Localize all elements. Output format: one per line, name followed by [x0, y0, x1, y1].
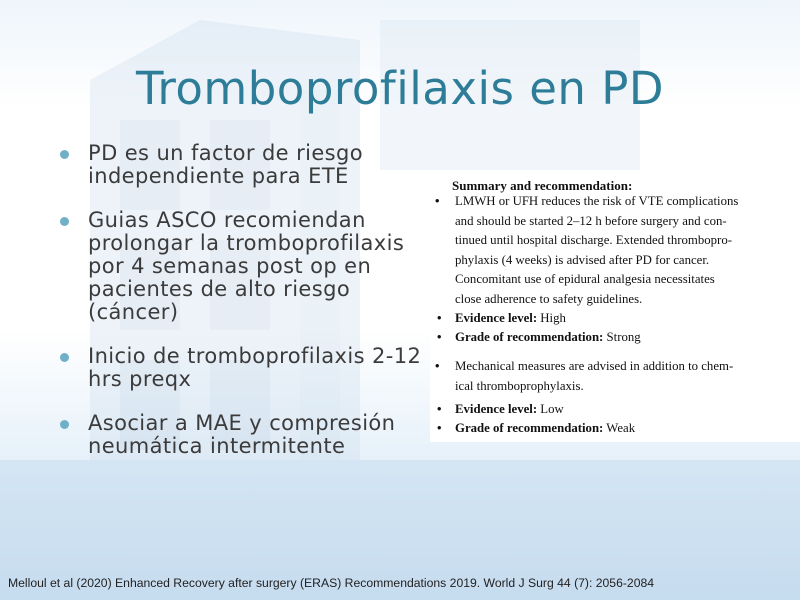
bullet-text: Inicio de tromboprofilaxis 2-12 hrs preqx [88, 344, 422, 391]
bullet-icon: • [435, 359, 440, 373]
bullet-dot-icon [60, 420, 69, 429]
citation: Melloul et al (2020) Enhanced Recovery after surgery (ERAS) Recommendations 2019. World J Surg 44 (7): 2056-2084 [8, 576, 655, 590]
slide-title: Tromboprofilaxis en PD [135, 62, 665, 115]
evidence-level-1: • Evidence level: High [455, 309, 566, 329]
grade-2: • Grade of recommendation: Weak [455, 419, 635, 439]
rec-line: phylaxis (4 weeks) is advised after PD for cancer. [455, 252, 710, 267]
evidence-level-2: • Evidence level: Low [455, 400, 564, 420]
bullet-item [58, 209, 428, 324]
rec-line: and should be started 2–12 h before surgery and con- [455, 213, 727, 228]
bullet-text: PD es un factor de riesgo independiente para ETE [88, 141, 363, 188]
paper-excerpt [430, 170, 800, 442]
rec-line: Mechanical measures are advised in addition to chem- [455, 359, 734, 373]
rec-line: close adherence to safety guidelines. [455, 291, 643, 306]
bullet-text: Asociar a MAE y compresión neumática intermitente [88, 411, 396, 458]
bullet-text: Guias ASCO recomiendan prolongar la tromboprofilaxis por 4 semanas post op en pacientes de alto riesgo (cáncer) [88, 208, 405, 324]
bullet-dot-icon [60, 150, 69, 159]
bullet-icon: • [437, 402, 442, 416]
rec-line: Concomitant use of epidural analgesia necessitates [455, 272, 715, 286]
bullet-icon: • [437, 330, 442, 344]
bullet-dot-icon [60, 217, 69, 226]
bullet-item [58, 142, 428, 188]
rec-line: tinued until hospital discharge. Extended thrombopro- [455, 233, 732, 247]
bullet-list [58, 142, 428, 479]
rec-line: ical thromboprophylaxis. [455, 378, 584, 393]
excerpt-heading: Summary and recommendation: [452, 178, 633, 193]
bullet-item [58, 412, 428, 458]
rec-line: LMWH or UFH reduces the risk of VTE complications [455, 194, 739, 208]
bullet-icon: • [435, 194, 440, 208]
grade-1: • Grade of recommendation: Strong [455, 328, 641, 348]
bullet-icon: • [437, 311, 442, 325]
bullet-icon: • [437, 421, 442, 435]
bullet-item [58, 345, 428, 391]
recommendation-2 [435, 357, 797, 396]
bullet-dot-icon [60, 353, 69, 362]
recommendation-1 [435, 192, 797, 309]
